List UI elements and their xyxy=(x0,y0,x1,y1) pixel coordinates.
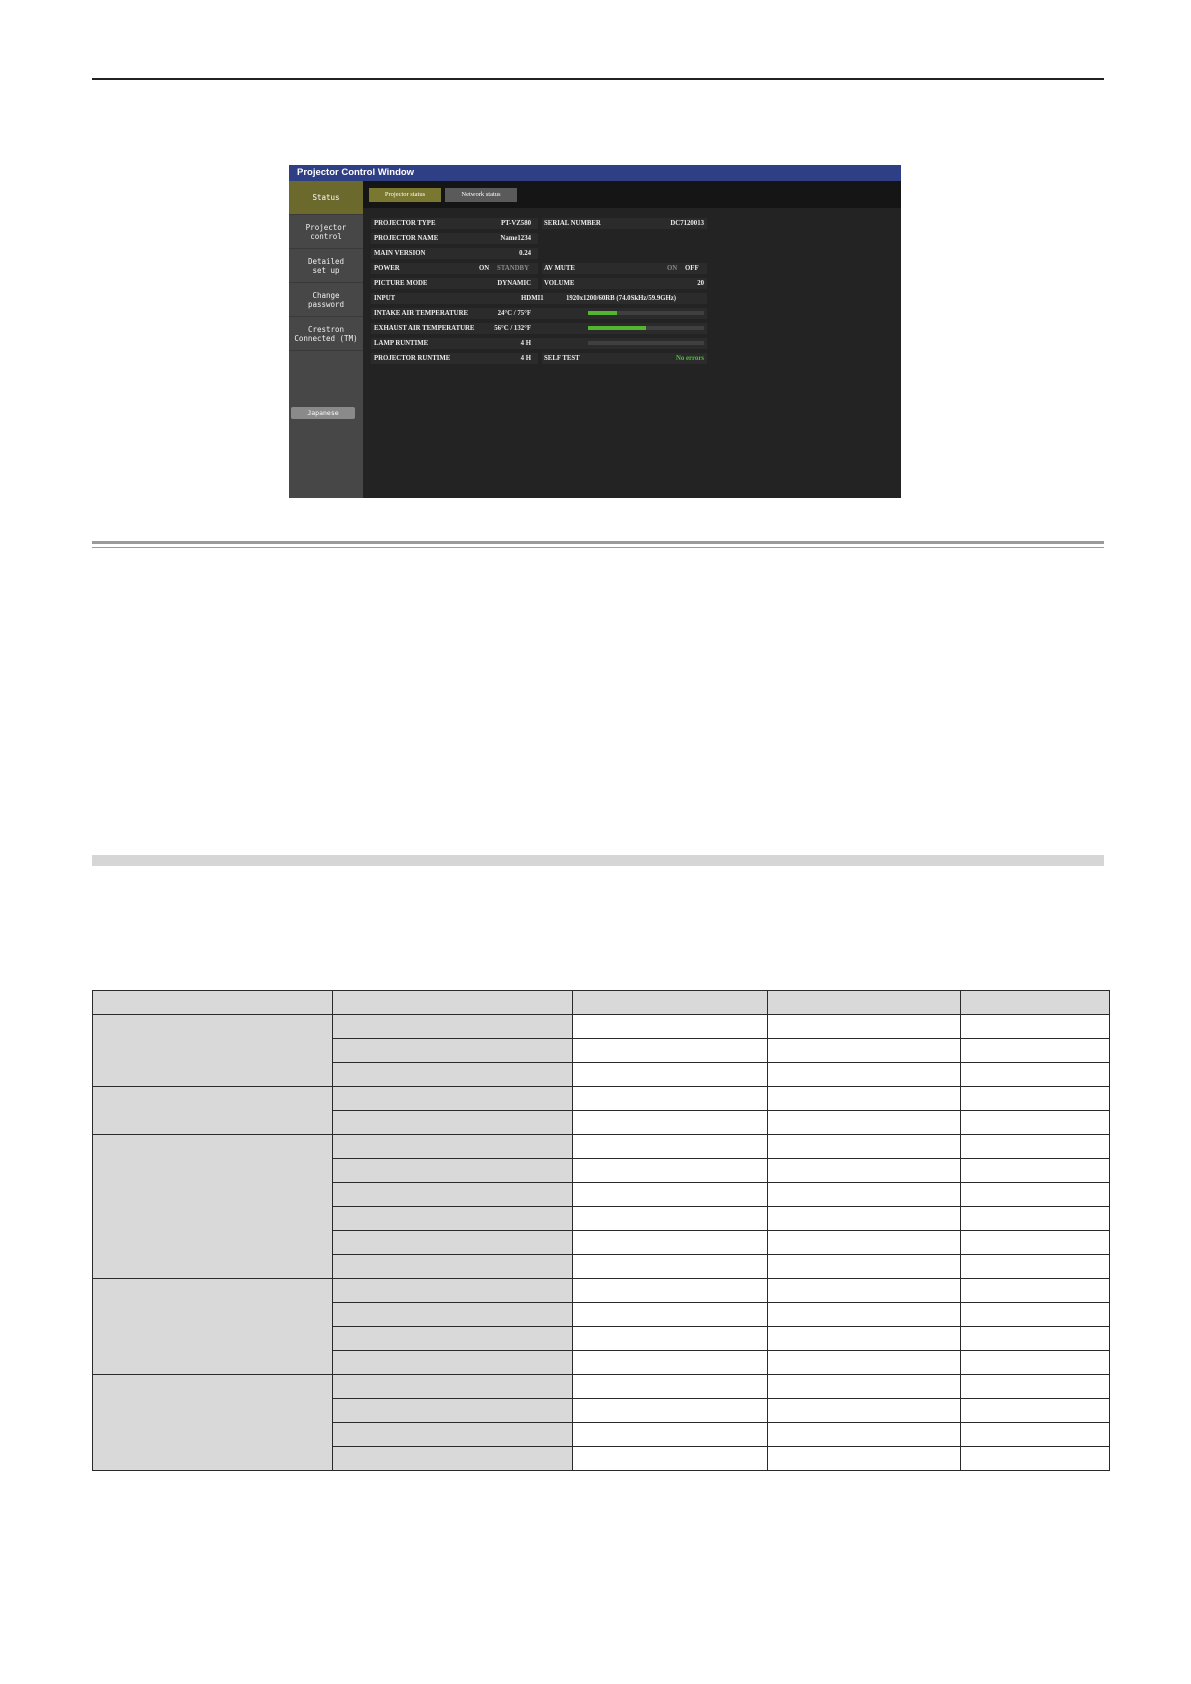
sidebar-item-crestron-connected[interactable]: Crestron Connected (TM) xyxy=(289,317,363,351)
sidebar-item-status[interactable]: Status xyxy=(289,181,363,215)
tab-projector-status[interactable]: Projector status xyxy=(369,188,441,202)
main-version-value: 0.24 xyxy=(519,250,531,257)
tab-network-status[interactable]: Network status xyxy=(445,188,517,202)
sidebar xyxy=(289,181,363,498)
exhaust-temperature-value: 56°C / 132°F xyxy=(494,325,531,332)
status-row xyxy=(371,232,877,245)
table-row xyxy=(93,1015,1110,1039)
status-row xyxy=(371,247,877,260)
av-mute-on-value: ON xyxy=(667,265,678,272)
main-version-label: MAIN VERSION xyxy=(374,250,426,257)
status-row xyxy=(371,322,877,335)
section-divider xyxy=(92,547,1104,548)
power-label: POWER xyxy=(374,265,400,272)
lamp-runtime-bar xyxy=(588,341,704,345)
status-row xyxy=(371,217,877,230)
av-mute-off-value: OFF xyxy=(685,265,699,272)
serial-number-label: SERIAL NUMBER xyxy=(544,220,601,227)
intake-temperature-value: 24°C / 75°F xyxy=(497,310,531,317)
table-row xyxy=(93,1375,1110,1399)
intake-temperature-bar xyxy=(588,311,704,315)
section-divider xyxy=(92,541,1104,544)
projector-name-label: PROJECTOR NAME xyxy=(374,235,439,242)
projector-runtime-label: PROJECTOR RUNTIME xyxy=(374,355,451,362)
lamp-runtime-label: LAMP RUNTIME xyxy=(374,340,429,347)
table-row xyxy=(93,1135,1110,1159)
status-row xyxy=(371,262,877,275)
window-title: Projector Control Window xyxy=(289,165,901,181)
status-row xyxy=(371,307,877,320)
lamp-runtime-value: 4 H xyxy=(520,340,531,347)
status-row xyxy=(371,352,877,365)
sidebar-item-projector-control[interactable]: Projector control xyxy=(289,215,363,249)
intake-temperature-label: INTAKE AIR TEMPERATURE xyxy=(374,310,469,317)
picture-mode-label: PICTURE MODE xyxy=(374,280,428,287)
self-test-value: No errors xyxy=(676,355,704,362)
projector-runtime-value: 4 H xyxy=(520,355,531,362)
table-header-row xyxy=(93,991,1110,1015)
exhaust-temperature-label: EXHAUST AIR TEMPERATURE xyxy=(374,325,475,332)
input-signal-value: 1920x1200/60RB (74.0SkHz/59.9GHz) xyxy=(566,295,677,302)
section-heading-bar xyxy=(92,855,1104,866)
tab-bar xyxy=(363,181,901,208)
japanese-button[interactable]: Japanese xyxy=(291,407,355,419)
sidebar-item-detailed-setup[interactable]: Detailed set up xyxy=(289,249,363,283)
input-value: HDMI1 xyxy=(521,295,544,302)
status-row xyxy=(371,292,877,305)
self-test-label: SELF TEST xyxy=(544,355,580,362)
projector-type-value: PT-VZ580 xyxy=(501,220,531,227)
serial-number-value: DC7120013 xyxy=(670,220,704,227)
status-row xyxy=(371,277,877,290)
exhaust-temperature-bar xyxy=(588,326,704,330)
spec-table xyxy=(92,990,1110,1471)
projector-control-window xyxy=(289,165,901,498)
projector-name-value: Name1234 xyxy=(500,235,531,242)
projector-type-label: PROJECTOR TYPE xyxy=(374,220,436,227)
av-mute-label: AV MUTE xyxy=(544,265,575,272)
power-standby-value: STANDBY xyxy=(497,265,529,272)
table-row xyxy=(93,1279,1110,1303)
volume-label: VOLUME xyxy=(544,280,575,287)
top-rule xyxy=(92,78,1104,80)
power-on-value: ON xyxy=(479,265,490,272)
input-label: INPUT xyxy=(374,295,396,302)
sidebar-item-change-password[interactable]: Change password xyxy=(289,283,363,317)
volume-value: 20 xyxy=(697,280,704,287)
status-row xyxy=(371,337,877,350)
picture-mode-value: DYNAMIC xyxy=(497,280,531,287)
table-row xyxy=(93,1087,1110,1111)
